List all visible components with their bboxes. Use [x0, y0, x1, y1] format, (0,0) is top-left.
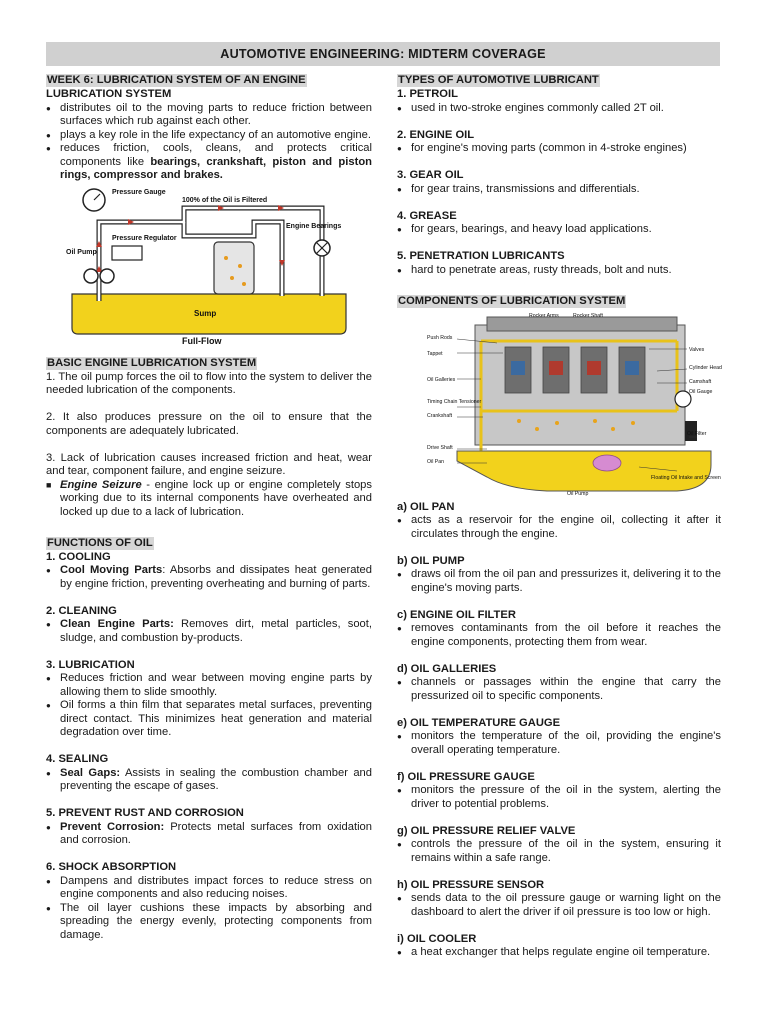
label-oil-pump: Oil Pump [66, 248, 97, 256]
label-rocker-shaft: Rocker Shaft [573, 312, 603, 319]
type-heading: 4. GREASE [397, 209, 457, 222]
oil-filter-icon [214, 242, 254, 294]
label-push-rods: Push Rods [427, 334, 453, 341]
component-heading: i) OIL COOLER [397, 932, 477, 945]
function-heading: 1. COOLING [46, 550, 111, 563]
component-heading: d) OIL GALLERIES [397, 662, 497, 675]
list-item: ● removes contaminants from the oil before it reaches the engine components, protecting them from wear. [397, 622, 721, 649]
component-heading: h) OIL PRESSURE SENSOR [397, 878, 545, 891]
list-item: ● Dampens and distributes impact forces to reduce stress on engine components and also reducing noises. [46, 875, 372, 902]
list-item [46, 767, 372, 794]
list-item: ● monitors the pressure of the oil in the system, alerting the driver to potential problems. [397, 784, 721, 811]
list-item: ● for gear trains, transmissions and differentials. [397, 183, 721, 197]
engine-lubrication-diagram [427, 311, 722, 497]
oil-pump-shape [593, 455, 621, 471]
list-item-text: reduces friction, cools, cleans, and protects critical components like [60, 142, 372, 168]
label-camshaft: Camshaft [689, 378, 712, 385]
term: Seal Gaps: [60, 766, 121, 779]
list-item: ● acts as a reservoir for the engine oil, collecting it after it circulates through the engine. [397, 514, 721, 541]
type-heading: 5. PENETRATION LUBRICANTS [397, 250, 565, 262]
page-title: AUTOMOTIVE ENGINEERING: MIDTERM COVERAGE [46, 42, 720, 66]
type-heading: 3. GEAR OIL [397, 169, 464, 181]
functions-heading: FUNCTIONS OF OIL [47, 536, 153, 549]
list-item [46, 821, 372, 848]
component-heading: e) OIL TEMPERATURE GAUGE [397, 716, 561, 729]
list-item [46, 618, 372, 645]
list-item: ● plays a key role in the life expectancy of an automotive engine. [46, 129, 372, 143]
function-heading: 4. SEALING [46, 753, 109, 765]
component-heading: c) ENGINE OIL FILTER [397, 608, 516, 621]
label-oil-pan: Oil Pan [427, 458, 445, 465]
component-heading: f) OIL PRESSURE GAUGE [397, 770, 535, 783]
label-oil-gauge: Oil Gauge [689, 388, 713, 395]
basic-paragraph-1: 1. The oil pump forces the oil to flow into the system to deliver the needed lubrication of the components. [46, 370, 372, 396]
label-engine-bearings: Engine Bearings [286, 222, 342, 230]
function-heading: 6. SHOCK ABSORPTION [46, 861, 177, 873]
list-item: ● for gears, bearings, and heavy load applications. [397, 223, 721, 237]
list-item: ● Reduces friction and wear between moving engine parts by allowing them to slide smoothly. [46, 672, 372, 699]
text: Assists in sealing the combustion chamber and preventing the escape of gases. [60, 766, 372, 792]
label-floating-oil: Floating Oil Intake and Screen [651, 474, 721, 481]
list-item: ● controls the pressure of the oil in the system, ensuring it remains within a safe range. [397, 838, 721, 865]
list-item: ● hard to penetrate areas, rusty threads, bolt and nuts. [397, 264, 721, 278]
list-item [46, 564, 372, 591]
function-heading: 2. CLEANING [46, 604, 117, 617]
week-heading: WEEK 6: LUBRICATION SYSTEM OF AN ENGINE [47, 74, 306, 86]
label-drive-shaft: Drive Shaft [427, 444, 453, 451]
lubrication-system-list [46, 102, 372, 183]
list-item: ● Oil forms a thin film that separates metal surfaces, preventing direct contact. This minimizes heat generation and material degradation over time. [46, 699, 372, 740]
function-heading: 5. PREVENT RUST AND CORROSION [46, 807, 244, 819]
list-item: ● draws oil from the oil pan and pressurizes it, delivering it to the engine's moving parts. [397, 568, 721, 595]
label-oil-galleries: Oil Galleries [427, 376, 456, 383]
lubrication-system-subheading: LUBRICATION SYSTEM [46, 88, 172, 100]
component-heading: b) OIL PUMP [397, 554, 465, 567]
text: Removes dirt, metal particles, soot, sludge, and combustion by-products. [60, 618, 372, 644]
label-cylinder-head: Cylinder Head [689, 364, 722, 371]
basic-paragraph-2: 2. It also produces pressure on the oil to ensure that the components are adequately lubricated. [46, 411, 372, 437]
left-column [46, 70, 372, 942]
list-item: ● used in two-stroke engines commonly called 2T oil. [397, 102, 721, 116]
list-item-bold: bearings, crankshaft, piston and piston rings, compressor and brakes. [60, 155, 372, 181]
seizure-text: - engine lock up or engine completely stops working due to its internal components have overheated and locked up due to a lack of lubrication. [60, 478, 372, 518]
fig1-caption: Full-Flow [182, 335, 222, 346]
components-heading: COMPONENTS OF LUBRICATION SYSTEM [398, 294, 626, 307]
label-sump: Sump [194, 308, 217, 318]
label-rocker-arms: Rocker Arms [529, 312, 559, 319]
list-item: ● distributes oil to the moving parts to reduce friction between surfaces which rub against each other. [46, 102, 372, 129]
component-heading: a) OIL PAN [397, 500, 455, 513]
component-list [397, 501, 721, 960]
text: : Absorbs and dissipates heat generated by engine friction, preventing overheating and burning of parts. [60, 564, 372, 590]
label-pressure-gauge: Pressure Gauge [112, 188, 166, 196]
basic-paragraph-3: 3. Lack of lubrication causes increased friction and heat, wear and tear, component failure, and engine seizure. [46, 451, 372, 477]
label-valves: Valves [689, 346, 705, 353]
type-heading: 2. ENGINE OIL [397, 128, 475, 141]
list-item [46, 142, 372, 183]
list-item: ● for engine's moving parts (common in 4-stroke engines) [397, 142, 721, 156]
label-filtered: 100% of the Oil is Filtered [182, 196, 268, 204]
basic-heading: BASIC ENGINE LUBRICATION SYSTEM [47, 356, 257, 369]
list-item: ● channels or passages within the engine that carry the pressurized oil to specific components. [397, 676, 721, 703]
type-heading: 1. PETROIL [397, 88, 458, 100]
term: Prevent Corrosion: [60, 820, 165, 833]
oil-pump-icon [84, 269, 98, 283]
pressure-regulator-icon [112, 246, 142, 260]
seizure-list [46, 479, 372, 520]
component-heading: g) OIL PRESSURE RELIEF VALVE [397, 824, 576, 837]
label-pressure-regulator: Pressure Regulator [112, 234, 177, 242]
label-crankshaft: Crankshaft [427, 412, 453, 419]
list-item [46, 479, 372, 520]
label-oil-pump: Oil Pump [567, 490, 589, 497]
list-item: ● monitors the temperature of the oil, providing the engine's overall operating temperature. [397, 730, 721, 757]
function-heading: 3. LUBRICATION [46, 658, 135, 671]
label-tappet: Tappet [427, 350, 443, 357]
seizure-term: Engine Seizure [60, 478, 142, 491]
full-flow-diagram [64, 186, 354, 346]
term: Cool Moving Parts [60, 564, 163, 576]
list-item: ● a heat exchanger that helps regulate engine oil temperature. [397, 946, 721, 960]
right-column [397, 70, 721, 960]
list-item: ● The oil layer cushions these impacts by absorbing and spreading the energy evenly, protecting components from damage. [46, 902, 372, 943]
types-heading: TYPES OF AUTOMOTIVE LUBRICANT [398, 74, 599, 86]
text: Protects metal surfaces from oxidation and corrosion. [60, 820, 373, 846]
label-timing-chain: Timing Chain Tensioner [427, 398, 482, 405]
list-item: ● sends data to the oil pressure gauge or warning light on the dashboard to alert the driver if oil pressure is too low or high. [397, 892, 721, 919]
term: Clean Engine Parts: [60, 618, 174, 630]
label-oil-filter: Oil Filter [687, 430, 707, 437]
